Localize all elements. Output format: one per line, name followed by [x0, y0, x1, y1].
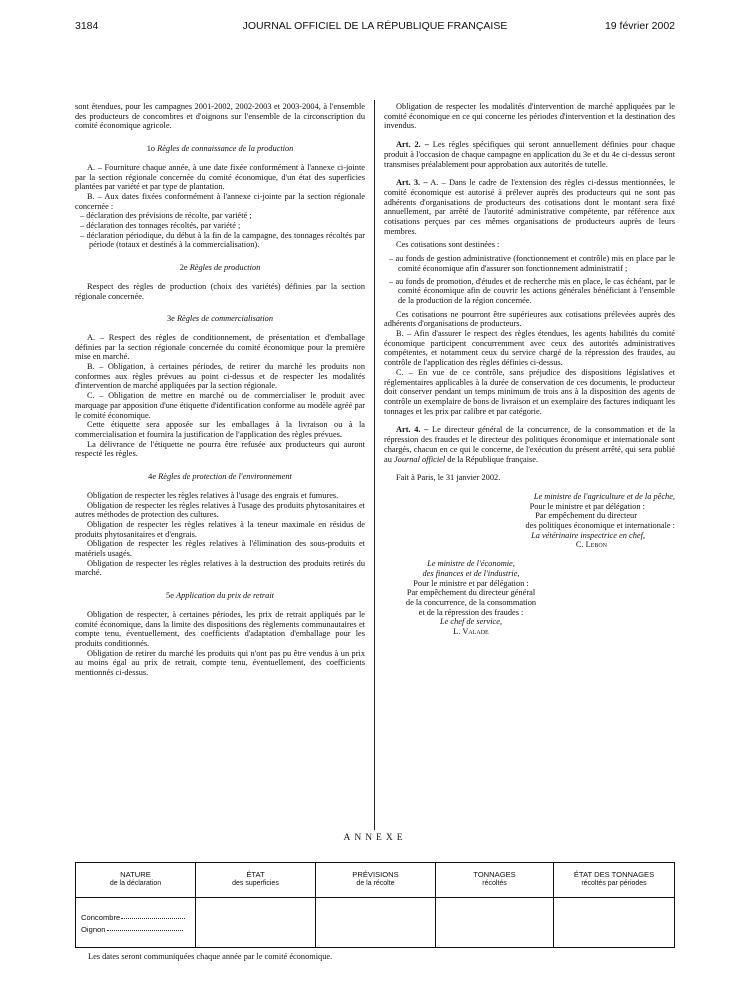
list-item: – déclaration des prévisions de récolte, par variété ;: [80, 211, 252, 221]
article-label: Art. 4. –: [396, 425, 429, 435]
art3-paragraph-b: B. – Afin d'assurer le respect des règles étendues, les agents habilités du comité économique participent concurremment avec ceux des autorités administratives compétentes, et notamment ceux du service chargé de la répression des fraudes, au contrôle de l'application des règles définies ci-dessus.: [384, 329, 675, 368]
s3-paragraph-a: A. – Respect des règles de conditionnement, de présentation et d'emballage définies par la section régionale concernée du comité économique pour la première mise en marché.: [75, 332, 365, 362]
section-2-heading: 2e Règles de production: [179, 263, 261, 273]
s3-paragraph-e: La délivrance de l'étiquette ne pourra être refusée aux producteurs qui auront respecté les règles.: [75, 439, 365, 459]
left-column: [75, 102, 365, 678]
s1-paragraph-b: B. – Aux dates fixées conformément à l'annexe ci-jointe par la section régionale concernée :: [75, 191, 365, 211]
table-cell: [76, 897, 196, 947]
row-label-concombre: Concombre: [81, 913, 185, 922]
s3-paragraph-c: C. – Obligation de mettre en marché ou de commercialiser le produit avec marquage par apposition d'une étiquette d'identification conforme au modèle agréé par le comité économique.: [75, 391, 365, 420]
table-cell: [196, 897, 316, 947]
publication-date: 19 février 2002: [604, 20, 675, 32]
art3-intro: Ces cotisations sont destinées :: [396, 240, 500, 250]
list-item: – au fonds de gestion administrative (fonctionnement et contrôle) mis en place par le comité économique afin d'assurer son fonctionnement administratif ;: [389, 254, 675, 273]
signature-block-agriculture: Le ministre de l'agriculture et de la pêche, Pour le ministre et par délégation : Par empêchement du directeur des politiques économique et internationale : La vétérinaire inspectrice en chef, C. Lebon: [525, 491, 675, 550]
table-header-cell: ÉTAT DES TONNAGES récoltés par périodes: [573, 870, 655, 887]
annex-table: [75, 862, 675, 948]
article-3: Art. 3. – A. – Dans le cadre de l'extension des règles ci-dessus mentionnées, le comité économique est autorisé à prélever auprès des producteurs qui ne sont pas adhérents d'organisations de producteurs des cotisations dont le montant sera fixé annuellement, par arrêté de l'autorité administrative compétente, par référence aux cotisations perçues par ces mêmes organisations de producteurs auprès de leurs membres.: [384, 178, 675, 236]
article-label: Art. 3. –: [396, 178, 428, 188]
list-item: – déclaration périodique, du début à la fin de la campagne, des tonnages récoltés par période (totaux et destinés à la commercialisation).: [80, 230, 365, 250]
table-cell: [554, 897, 674, 947]
s1-list: [75, 211, 365, 250]
art3-paragraph: Ces cotisations ne pourront être supérieures aux cotisations prélevées auprès des adhérents d'organisations de producteurs.: [384, 309, 675, 329]
section-4-heading: 4e Règles de protection de l'environnement: [148, 472, 292, 482]
article-2: Art. 2. – Les règles spécifiques qui seront annuellement définies pour chaque produit à l'occasion de chaque campagne en application du 3e et du 4e ci-dessus seront transmises préalablement pour approbation aux autorités de tutelle.: [384, 140, 675, 169]
table-cell: [436, 897, 554, 947]
continuation-paragraph: Obligation de respecter les modalités d'intervention de marché appliquées par le comité économique en ce qui concerne les périodes d'intervention et la destination des invendus.: [384, 102, 675, 131]
s4-paragraph: Obligation de respecter les règles relatives à l'usage des engrais et fumures.: [87, 490, 339, 500]
page-number: 3184: [75, 20, 99, 32]
section-3-heading: 3e Règles de commercialisation: [166, 314, 274, 324]
table-header-cell: TONNAGES récoltés: [436, 863, 554, 897]
s5-paragraph: Obligation de respecter, à certaines périodes, les prix de retrait appliqués par le comité économique, dans la limite des dispositions des règlements communautaires et compte tenu, éventuellement, des coefficients d'adaptation d'emballage pour les produits conditionnés.: [75, 609, 365, 648]
annex-footnote: Les dates seront communiquées chaque année par le comité économique.: [88, 952, 333, 961]
table-header-cell: NATURE de la déclaration: [76, 863, 196, 897]
row-label-oignon: Oignon: [81, 925, 183, 934]
article-label: Art. 2. –: [396, 140, 429, 150]
s4-paragraph: Obligation de respecter les règles relatives à la teneur maximale en résidus de produits phytosanitaires et d'engrais.: [75, 519, 365, 539]
s4-paragraph: Obligation de respecter les règles relatives à l'usage des produits phytosanitaires et autres méthodes de protection des cultures.: [75, 500, 365, 520]
art3-paragraph-c: C. – En vue de ce contrôle, sans préjudice des dispositions législatives et réglementaires applicables à la durée de conservation de ces documents, le producteur doit conserver pendant un temps minimum de trois ans à la disposition des agents de contrôle un exemplaire de bons de livraison et un exemplaire des factures indiquant les tonnages et les prix par calibre et par catégorie.: [384, 367, 675, 416]
column-divider: [374, 100, 375, 830]
annex-title: ANNEXE: [343, 833, 407, 843]
section-5-heading: 5e Application du prix de retrait: [166, 591, 274, 601]
s3-paragraph-b: B. – Obligation, à certaines périodes, de retirer du marché les produits non conformes aux règles prévues au point ci-dessus et de respecter les modalités d'intervention de marché appliquées par la section régionale.: [75, 362, 365, 391]
s3-paragraph-d: Cette étiquette sera apposée sur les emballages à la livraison ou à la commercialisation et fournira la justification de l'application des règles prévues.: [75, 420, 365, 439]
s2-paragraph: Respect des règles de production (choix des variétés) définies par la section régionale concernée.: [75, 281, 365, 301]
table-cell: [316, 897, 436, 947]
s4-paragraph: Obligation de respecter les règles relatives à la destruction des produits retirés du marché.: [75, 558, 365, 578]
table-header-row: [76, 863, 674, 898]
section-1-heading: 1o Règles de connaissance de la production: [146, 144, 294, 154]
table-header-cell: ÉTAT des superficies: [196, 863, 316, 897]
s5-paragraph: Obligation de retirer du marché les produits qui n'ont pas pu être vendus à un prix au moins égal au prix de retrait, compte tenu, éventuellement, des coefficients mentionnés ci-dessus.: [75, 648, 365, 678]
journal-title: JOURNAL OFFICIEL DE LA RÉPUBLIQUE FRANÇAISE: [242, 20, 508, 32]
table-header-cell: PRÉVISIONS de la récolte: [316, 863, 436, 897]
article-4: Art. 4. – Le directeur général de la concurrence, de la consommation et de la répression des fraudes et le directeur des politiques économique et internationale sont chargés, chacun en ce qui le concerne, de l'exécution du présent arrêté, qui sera publié au Journal officiel de la République française.: [384, 425, 676, 464]
signature-block-economie: Le ministre de l'économie, des finances et de l'industrie, Pour le ministre et par délégation : Par empêchement du directeur général de la concurrence, de la consommation et de la répression des fraudes : Le chef de service, L. Valade: [405, 559, 537, 637]
right-column: [384, 102, 675, 637]
table-body-row: [76, 897, 674, 947]
list-item: – au fonds de promotion, d'études et de recherche mis en place, le cas échéant, par le comité économique afin de couvrir les actions générales bénéficiant à l'ensemble de la production de la région concernée.: [389, 276, 675, 305]
art3-list: [384, 254, 675, 306]
intro-paragraph: sont étendues, pour les campagnes 2001-2002, 2002-2003 et 2003-2004, à l'ensemble des producteurs de concombres et d'oignons sur l'ensemble de la circonscription du comité économique agricole.: [75, 102, 365, 131]
list-item: – déclaration des tonnages récoltés, par variété ;: [80, 221, 241, 231]
s1-paragraph-a: A. – Fourniture chaque année, à une date fixée conformément à l'annexe ci-jointe par la section régionale concernée du comité économique, d'un état des superficies plantées par variété et par type de plantation.: [75, 162, 365, 192]
s4-paragraph: Obligation de respecter les règles relatives à l'élimination des sous-produits et matériels usagés.: [75, 539, 365, 559]
signature-place-date: Fait à Paris, le 31 janvier 2002.: [396, 473, 501, 483]
